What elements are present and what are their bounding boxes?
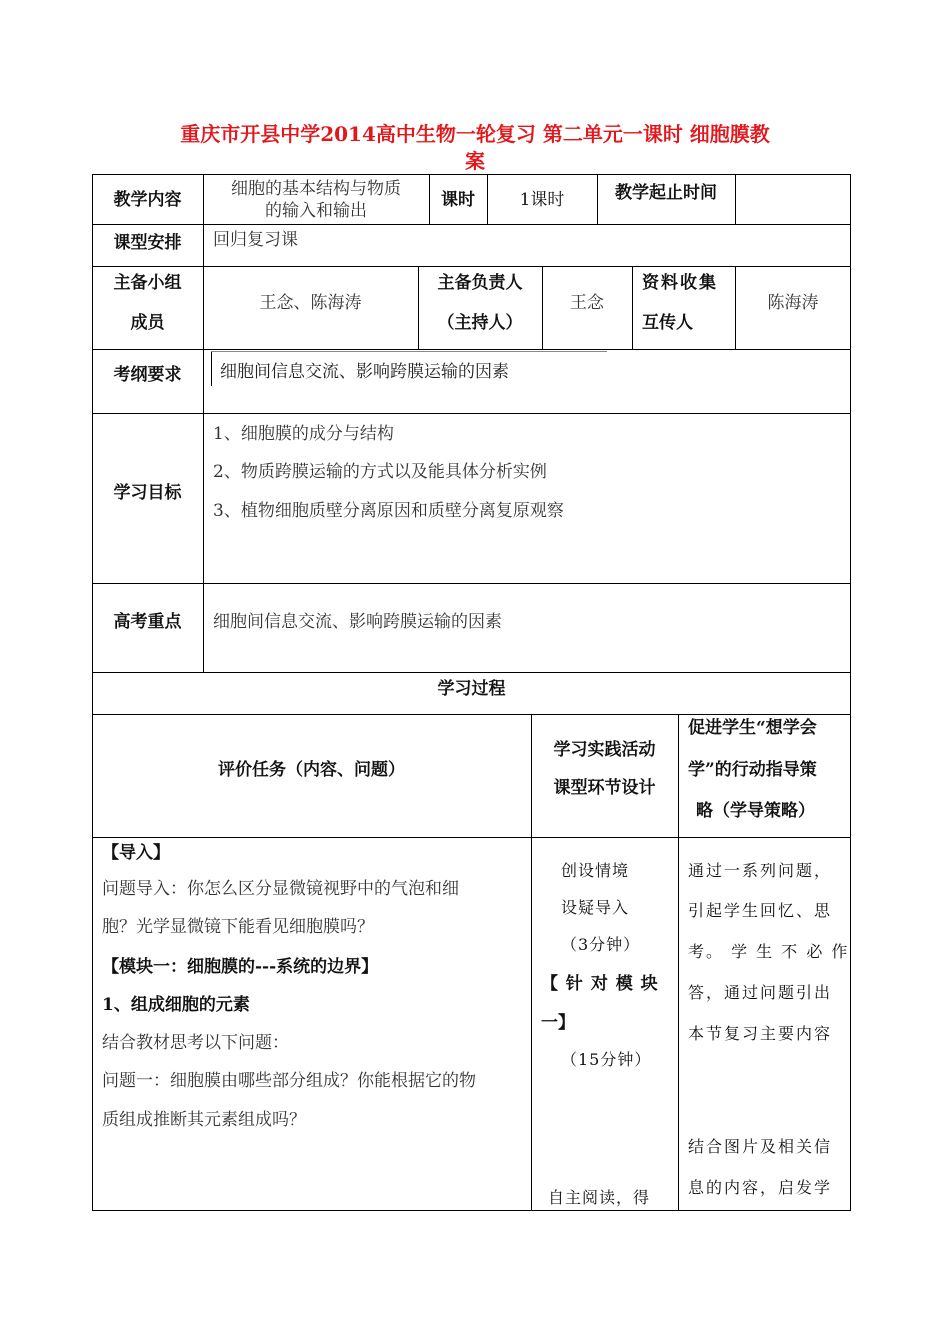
label-period: 课时 [441, 190, 475, 210]
header-strategy-2: 学”的行动指导策 [688, 760, 817, 780]
process-header: 学习过程 [437, 679, 506, 699]
pasted-frame-edge [211, 351, 607, 352]
label-exam-focus: 高考重点 [113, 612, 182, 632]
document-title [92, 121, 858, 175]
header-activity-2: 课型环节设计 [553, 778, 656, 798]
exam-focus-value: 细胞间信息交流、影响跨膜运输的因素 [213, 612, 502, 632]
syllabus-value: 细胞间信息交流、影响跨膜运输的因素 [220, 362, 509, 382]
title-line-2: 案 [465, 149, 485, 173]
label-lead-2: （主持人） [437, 313, 523, 333]
group-members-value: 王念、陈海涛 [259, 293, 362, 313]
period-value: 1课时 [519, 190, 565, 210]
body-text: 胞？光学显微镜下能看见细胞膜吗？ [102, 917, 374, 937]
header-activity-1: 学习实践活动 [553, 740, 656, 760]
activity-text: （15分钟） [561, 1050, 652, 1069]
row-divider [92, 672, 851, 673]
subsection-heading: 1、组成细胞的元素 [102, 995, 250, 1015]
row-divider [92, 266, 851, 267]
lead-value: 王念 [570, 293, 604, 313]
strategy-text: 息的内容，启发学 [688, 1178, 833, 1197]
strategy-text: 答，通过问题引出 [688, 983, 833, 1002]
label-group-members-2: 成员 [130, 313, 165, 333]
class-type-value: 回归复习课 [213, 230, 298, 250]
header-strategy-1: 促进学生“想学会 [688, 718, 817, 738]
activity-text: （3分钟） [561, 935, 641, 954]
body-text: 问题导入：你怎么区分显微镜视野中的气泡和细 [102, 879, 459, 899]
header-task: 评价任务（内容、问题） [218, 760, 405, 780]
row-divider [92, 413, 851, 414]
label-syllabus: 考纲要求 [113, 365, 182, 385]
activity-text: 自主阅读，得 [548, 1188, 651, 1207]
label-time-range: 教学起止时间 [615, 183, 717, 203]
label-class-type: 课型安排 [113, 233, 182, 253]
row-divider [92, 583, 851, 584]
label-group-members-1: 主备小组 [113, 273, 182, 293]
row-divider [92, 837, 851, 838]
learning-goal-item: 2、物质跨膜运输的方式以及能具体分析实例 [213, 462, 547, 482]
body-text: 质组成推断其元素组成吗？ [102, 1110, 306, 1130]
col-divider [678, 714, 679, 1211]
activity-text: 设疑导入 [561, 898, 630, 917]
strategy-text: 通过一系列问题， [688, 861, 833, 880]
body-text: 结合教材思考以下问题： [102, 1033, 289, 1053]
pasted-frame-edge [211, 351, 212, 386]
col-divider [203, 174, 204, 672]
body-text: 问题一：细胞膜由哪些部分组成？你能根据它的物 [102, 1071, 476, 1091]
row-divider [92, 714, 851, 715]
label-teaching-content: 教学内容 [113, 190, 182, 210]
teaching-content-line-2: 的输入和输出 [265, 201, 367, 221]
row-divider [92, 224, 851, 225]
activity-module-label: 一】 [541, 1013, 575, 1033]
module-heading: 【模块一：细胞膜的---系统的边界】 [102, 957, 379, 977]
learning-goal-item: 1、细胞膜的成分与结构 [213, 424, 394, 444]
row-divider [92, 349, 851, 350]
strategy-text: 引起学生回忆、思 [688, 901, 833, 920]
label-learning-goals: 学习目标 [113, 483, 182, 503]
strategy-text: 结合图片及相关信 [688, 1137, 833, 1156]
collector-value: 陈海涛 [767, 293, 819, 313]
learning-goal-item: 3、植物细胞质壁分离原因和质壁分离复原观察 [213, 501, 564, 521]
label-collector-2: 互传人 [642, 313, 693, 333]
activity-text: 创设情境 [561, 861, 630, 880]
teaching-content-line-1: 细胞的基本结构与物质 [231, 179, 401, 199]
header-strategy-3: 略（学导策略） [696, 801, 815, 821]
activity-module-label: 【 针 对 模 块 [541, 974, 659, 994]
col-divider [632, 266, 633, 349]
label-lead-1: 主备负责人 [437, 273, 523, 293]
title-line-1: 重庆市开县中学2014高中生物一轮复习 第二单元一课时 细胞膜教 [180, 122, 770, 146]
strategy-text: 本节复习主要内容 [688, 1024, 833, 1043]
section-intro: 【导入】 [102, 843, 170, 863]
strategy-text: 考。 学 生 不 必 作 [688, 942, 850, 961]
label-collector-1: 资料收集 [642, 273, 718, 293]
col-divider [735, 174, 736, 224]
